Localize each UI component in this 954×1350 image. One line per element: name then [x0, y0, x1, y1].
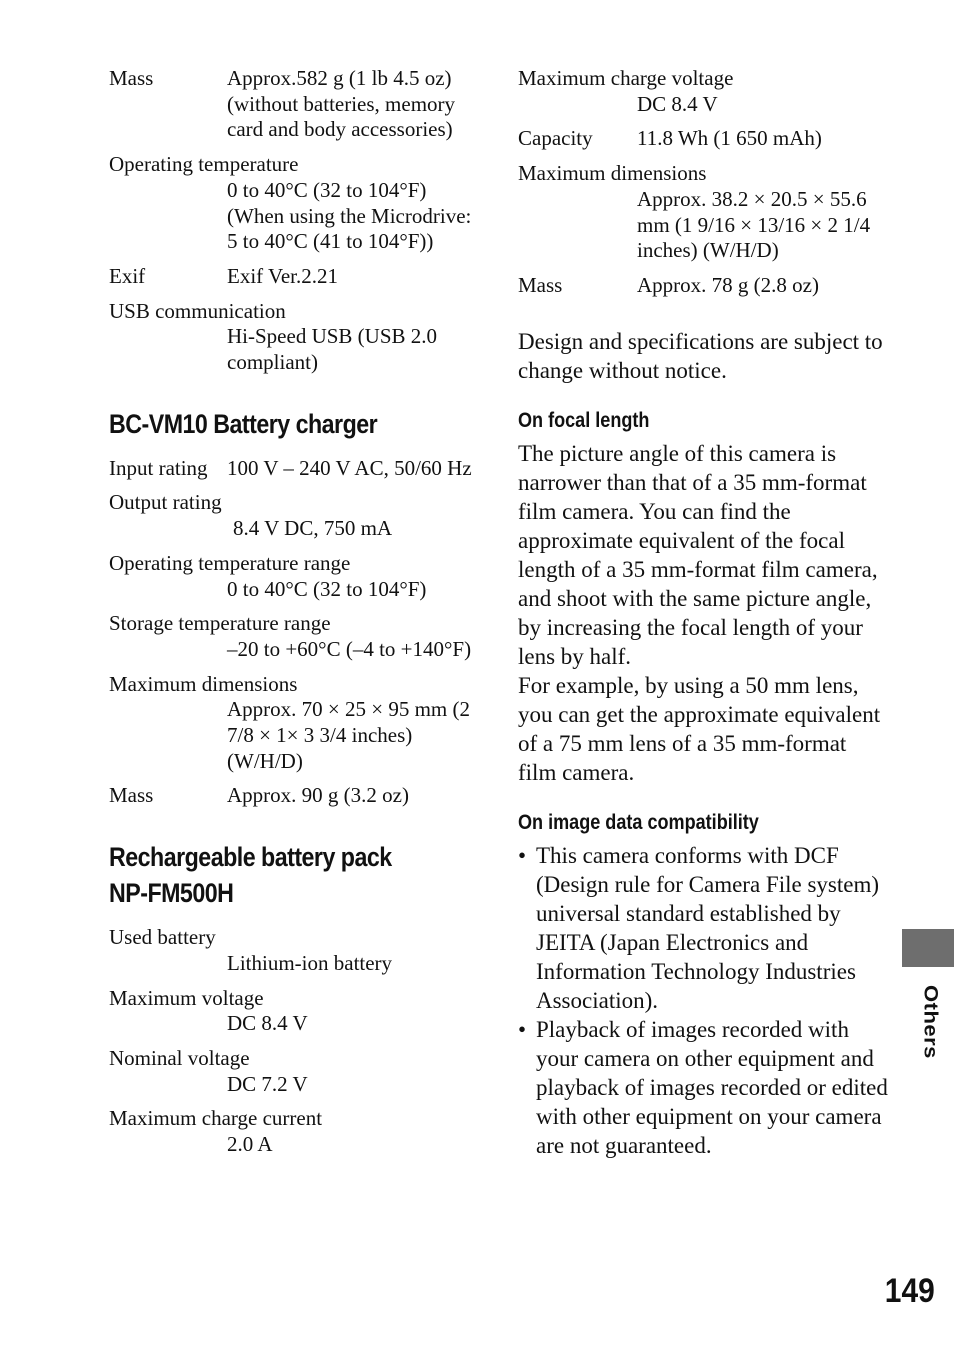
spec-label: Mass	[109, 783, 154, 808]
spec-mass	[109, 783, 479, 809]
list-item: • Playback of images recorded with your camera on other equipment and playback of images recorded or edited with other equipment on your camera are not guaranteed.	[518, 1015, 890, 1160]
spec-value: 8.4 V DC, 750 mA	[233, 516, 393, 541]
section-side-label: Others	[920, 985, 943, 1059]
left-column	[109, 66, 479, 1167]
spec-value: 100 V – 240 V AC, 50/60 Hz	[227, 455, 472, 480]
spec-label: Nominal voltage	[109, 1045, 250, 1070]
spec-label: Maximum charge current	[109, 1106, 323, 1131]
spec-label: Output rating	[109, 490, 222, 515]
spec-value: DC 7.2 V	[227, 1071, 308, 1096]
notice-paragraph: Design and specifications are subject to change without notice.	[518, 328, 883, 383]
spec-label: Mass	[109, 66, 154, 90]
spec-maximum-dimensions	[518, 161, 890, 264]
spec-value: 2.0 A	[227, 1132, 273, 1157]
spec-operating-temperature	[109, 152, 479, 255]
spec-label: Capacity	[518, 126, 593, 151]
compatibility-list	[518, 841, 890, 1160]
spec-value: Approx. 38.2 × 20.5 × 55.6 mm (1 9/16 × 13/16 × 2 1/4 inches) (W/H/D)	[637, 186, 871, 263]
focal-example-paragraph: For example, by using a 50 mm lens, you can get the approximate equivalent of a 75 mm lens of a 35 mm-format film camera.	[518, 672, 881, 785]
spec-capacity	[518, 126, 890, 152]
spec-label: Maximum dimensions	[518, 161, 707, 186]
list-item: • This camera conforms with DCF (Design rule for Camera File system) universal standard established by JEITA (Japan Electronics and Information Technology Industries Association).	[518, 841, 890, 1015]
spec-value: Approx. 70 × 25 × 95 mm (2 7/8 × 1× 3 3/4 inches) (W/H/D)	[227, 697, 471, 773]
focal-paragraph: The picture angle of this camera is narrower than that of a 35 mm-format film camera. You can find the approximate equivalent of the focal length of a 35 mm-format film camera, and shoot with the same picture angle, by increasing the focal length of your lens by half.	[518, 440, 878, 669]
spec-label: Mass	[518, 272, 563, 297]
spec-mass	[109, 66, 479, 143]
spec-usb-communication	[109, 299, 479, 376]
spec-maximum-dimensions	[109, 672, 479, 775]
spec-used-battery	[109, 925, 479, 976]
spec-value: 0 to 40°C (32 to 104°F) (When using the Microdrive: 5 to 40°C (41 to 104°F))	[227, 177, 472, 254]
spec-label: Exif	[109, 263, 146, 288]
spec-value: DC 8.4 V	[227, 1011, 308, 1036]
section-title-charger: BC-VM10 Battery charger	[109, 408, 378, 439]
page-number: 149	[885, 1272, 935, 1310]
spec-label: Input rating	[109, 455, 208, 480]
spec-nominal-voltage	[109, 1046, 479, 1097]
subheading-focal-length: On focal length	[518, 408, 650, 432]
spec-exif	[109, 264, 479, 290]
spec-label: Used battery	[109, 925, 216, 950]
spec-label: Maximum voltage	[109, 985, 264, 1010]
spec-value: Approx. 78 g (2.8 oz)	[637, 272, 819, 297]
spec-mass	[518, 273, 890, 299]
spec-label: Maximum charge voltage	[518, 66, 734, 90]
spec-maximum-charge-voltage	[518, 66, 890, 117]
spec-output-rating	[109, 490, 479, 541]
spec-operating-temperature-range	[109, 551, 479, 602]
section-tab-marker	[902, 929, 954, 967]
section-title-line: Rechargeable battery pack	[109, 842, 392, 873]
spec-label: Storage temperature range	[109, 611, 331, 636]
spec-value: 0 to 40°C (32 to 104°F)	[227, 576, 427, 601]
spec-value: 11.8 Wh (1 650 mAh)	[637, 126, 822, 151]
spec-label: Operating temperature range	[109, 550, 351, 575]
spec-maximum-voltage	[109, 986, 479, 1037]
spec-label: Maximum dimensions	[109, 671, 298, 696]
spec-storage-temperature-range	[109, 611, 479, 662]
right-column	[518, 66, 890, 1160]
spec-value: Approx.582 g (1 lb 4.5 oz) (without batteries, memory card and body accessories)	[227, 66, 456, 142]
spec-value: Approx. 90 g (3.2 oz)	[227, 783, 409, 808]
spec-maximum-charge-current	[109, 1106, 479, 1157]
spec-value: DC 8.4 V	[637, 91, 718, 116]
spec-value: Exif Ver.2.21	[227, 263, 339, 288]
subheading-image-compatibility: On image data compatibility	[518, 810, 759, 834]
spec-value: Lithium-ion battery	[227, 950, 393, 975]
section-title-line: NP-FM500H	[109, 878, 234, 909]
spec-input-rating	[109, 456, 479, 482]
spec-value: –20 to +60°C (–4 to +140°F)	[227, 636, 472, 661]
section-title-battery	[109, 839, 478, 911]
spec-label: USB communication	[109, 298, 286, 323]
spec-label: Operating temperature	[109, 152, 299, 177]
spec-value: Hi-Speed USB (USB 2.0 compliant)	[227, 324, 438, 375]
